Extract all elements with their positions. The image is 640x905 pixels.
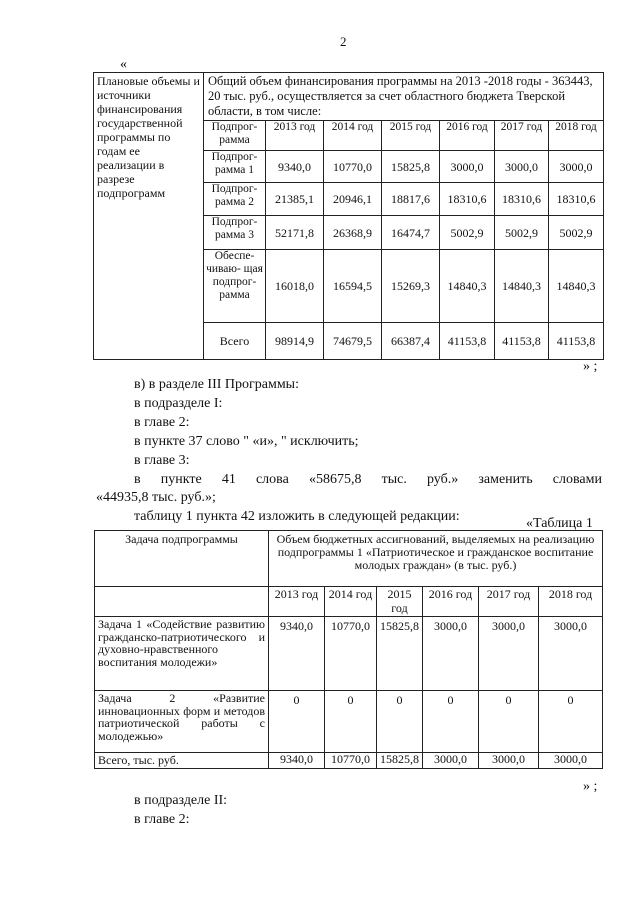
table-cell: 10770,0 [325, 617, 377, 691]
column-header: 2018 год [539, 587, 603, 617]
table-cell: 20946,1 [324, 183, 382, 216]
table-cell: 3000,0 [423, 753, 479, 769]
table-cell: 3000,0 [539, 753, 603, 769]
table-cell: 9340,0 [269, 753, 325, 769]
table-cell: 0 [479, 691, 539, 753]
table-cell: 3000,0 [495, 151, 549, 183]
column-header: 2016 год [440, 121, 495, 151]
table-cell: 21385,1 [266, 183, 324, 216]
table-cell: 16018,0 [266, 250, 324, 323]
row-label: Обеспе- чиваю- щая подпрог- рамма [204, 250, 266, 323]
table-cell: 9340,0 [269, 617, 325, 691]
table-cell: 18310,6 [495, 183, 549, 216]
table-cell: 10770,0 [325, 753, 377, 769]
table-cell: 10770,0 [324, 151, 382, 183]
table-cell: 52171,8 [266, 216, 324, 250]
column-header: 2018 год [549, 121, 604, 151]
table-row [95, 617, 603, 691]
table-cell: 18310,6 [440, 183, 495, 216]
column-header: 2014 год [324, 121, 382, 151]
column-header: 2017 год [479, 587, 539, 617]
closing-quote: » ; [583, 779, 598, 794]
paragraph: в главе 3: [134, 453, 190, 468]
table-cell: 0 [377, 691, 423, 753]
budget-table [94, 530, 603, 769]
table-cell: 3000,0 [539, 617, 603, 691]
table-cell: 98914,9 [266, 323, 324, 360]
table-cell: 26368,9 [324, 216, 382, 250]
table-cell: 5002,9 [495, 216, 549, 250]
table-cell: 3000,0 [479, 753, 539, 769]
table-cell: 5002,9 [549, 216, 604, 250]
row-label: Подпрог- рамма 1 [204, 151, 266, 183]
task-label: Задача 2 «Развитие инновационных форм и методов патриотической работы с молодежью» [95, 691, 269, 753]
total-label: Всего, тыс. руб. [95, 753, 269, 769]
paragraph: в подразделе I: [134, 396, 223, 411]
paragraph: «44935,8 тыс. руб.»; [96, 490, 216, 505]
table-cell: 18310,6 [549, 183, 604, 216]
row-label: Подпрог- рамма 2 [204, 183, 266, 216]
page-number: 2 [340, 34, 347, 49]
column-header: Подпрог- рамма [204, 121, 266, 151]
table-cell: 15825,8 [377, 753, 423, 769]
row-label: Всего [204, 323, 266, 360]
financing-table [93, 72, 604, 360]
table-cell: 14840,3 [549, 250, 604, 323]
table-cell: 3000,0 [549, 151, 604, 183]
paragraph: в пункте 41 слова «58675,8 тыс. руб.» заменить словами [134, 472, 602, 487]
table-row [95, 753, 603, 769]
column-header: 2015 год [377, 587, 423, 617]
paragraph: в главе 2: [134, 812, 190, 827]
table-cell: 16474,7 [382, 216, 440, 250]
table-cell: 0 [539, 691, 603, 753]
table-cell: 9340,0 [266, 151, 324, 183]
table-row [95, 691, 603, 753]
table-cell: 0 [325, 691, 377, 753]
open-quote: « [120, 57, 127, 72]
table-cell: 0 [423, 691, 479, 753]
table-cell: 0 [269, 691, 325, 753]
table-cell: 15825,8 [377, 617, 423, 691]
financing-header: Общий объем финансирования программы на 2013 -2018 годы - 363443, 20 тыс. руб., осуществляется за счет областного бюджета Тверской области, в том числе: [204, 73, 604, 121]
table-cell: 16594,5 [324, 250, 382, 323]
table-cell: 41153,8 [440, 323, 495, 360]
table-cell: 5002,9 [440, 216, 495, 250]
table-cell: 66387,4 [382, 323, 440, 360]
table-cell: 15269,3 [382, 250, 440, 323]
table-cell: 15825,8 [382, 151, 440, 183]
table-row [95, 587, 603, 617]
column-header: Объем бюджетных ассигнований, выделяемых на реализацию подпрограммы 1 «Патриотическое и гражданское воспитание молодых граждан» (в тыс. руб.) [269, 531, 603, 587]
financing-left-cell: Плановые объемы и источники финансирования государственной программы по годам ее реализации в разрезе подпрограмм [94, 73, 204, 360]
table-cell: 18817,6 [382, 183, 440, 216]
table-cell: 14840,3 [495, 250, 549, 323]
closing-quote: » ; [583, 359, 598, 374]
column-header: 2014 год [325, 587, 377, 617]
column-header: 2017 год [495, 121, 549, 151]
column-header: 2016 год [423, 587, 479, 617]
task-label: Задача 1 «Содействие развитию гражданско-патриотического и духовно-нравственного воспитания молодежи» [95, 617, 269, 691]
paragraph: в главе 2: [134, 415, 190, 430]
table-cell: 41153,8 [549, 323, 604, 360]
table-caption: «Таблица 1 [526, 516, 593, 531]
table-cell: 3000,0 [423, 617, 479, 691]
column-header: 2013 год [266, 121, 324, 151]
row-label: Подпрог- рамма 3 [204, 216, 266, 250]
paragraph: таблицу 1 пункта 42 изложить в следующей редакции: [134, 509, 460, 524]
column-header: 2015 год [382, 121, 440, 151]
paragraph: в) в разделе III Программы: [134, 377, 299, 392]
table-cell: 74679,5 [324, 323, 382, 360]
table-cell: 3000,0 [479, 617, 539, 691]
table-cell: 14840,3 [440, 250, 495, 323]
column-header: 2013 год [269, 587, 325, 617]
paragraph: в подразделе II: [134, 793, 228, 808]
paragraph: в пункте 37 слово " «и», " исключить; [134, 434, 359, 449]
table-cell: 3000,0 [440, 151, 495, 183]
column-header: Задача подпрограммы [95, 531, 269, 587]
table-cell: 41153,8 [495, 323, 549, 360]
